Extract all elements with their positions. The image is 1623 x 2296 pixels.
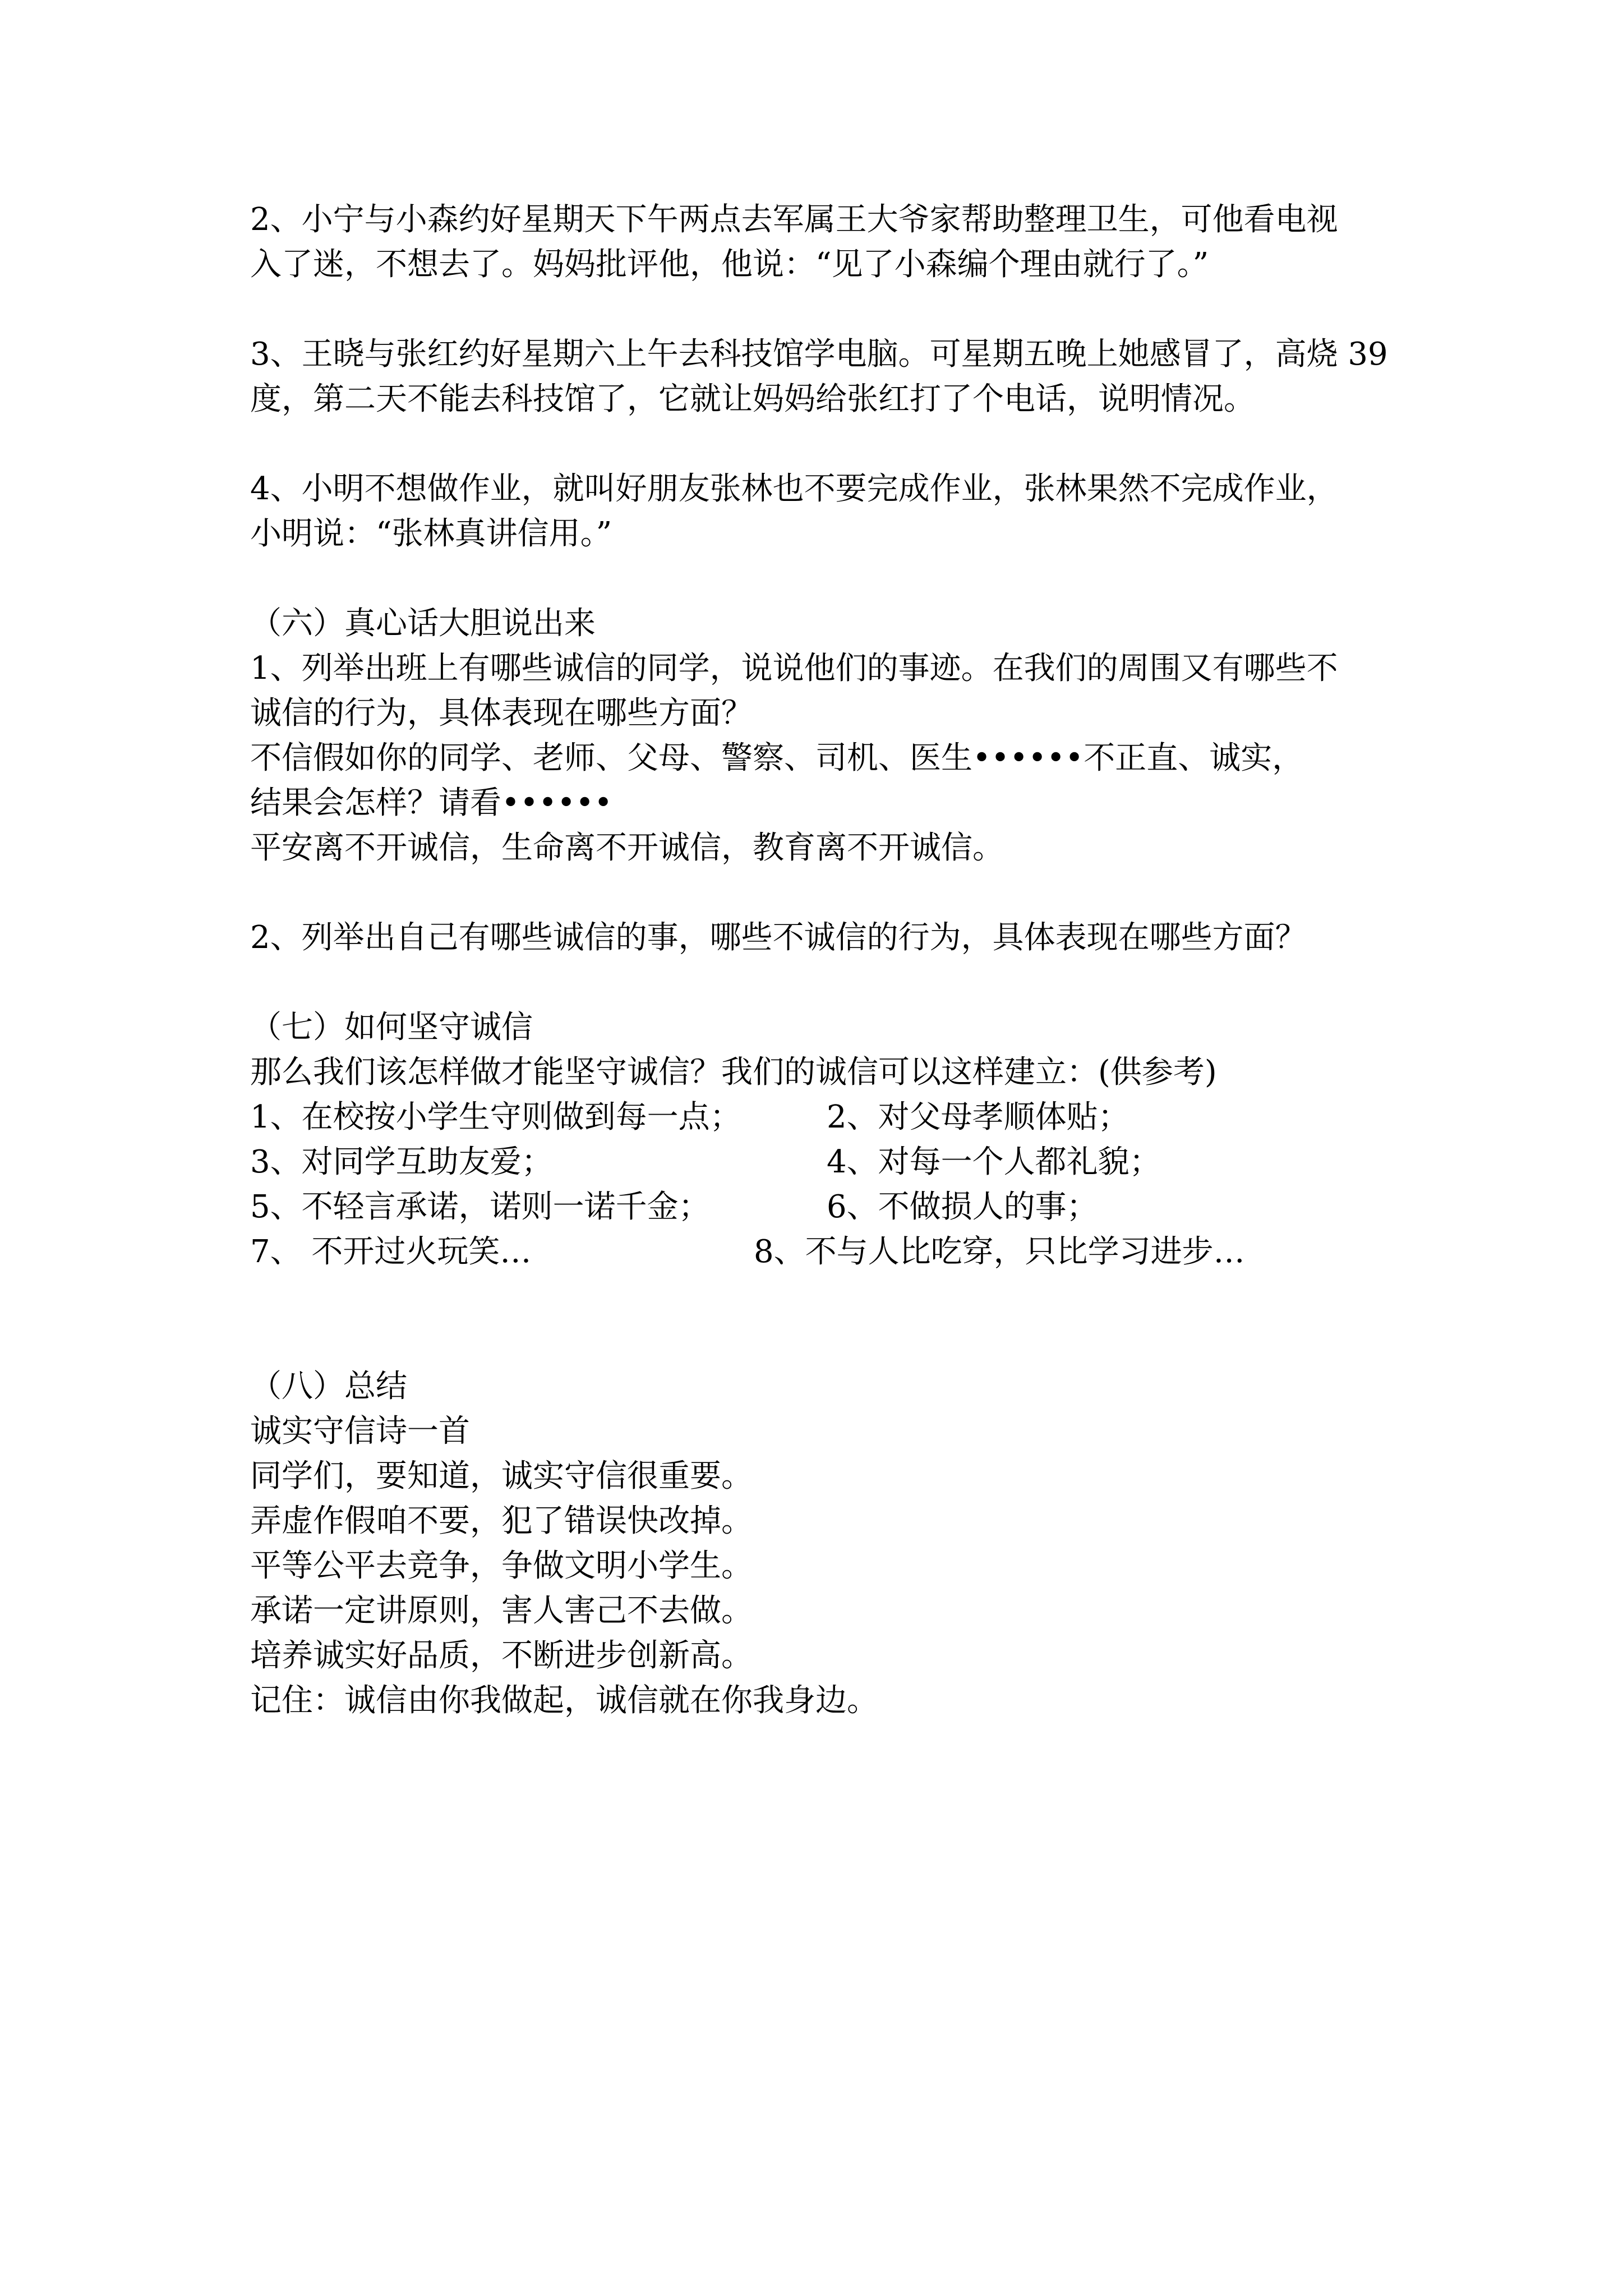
spacer xyxy=(250,422,1400,467)
spacer xyxy=(250,960,1400,1005)
item4-line1: 4、小明不想做作业，就叫好朋友张林也不要完成作业，张林果然不完成作业， xyxy=(250,471,1338,507)
tip-item: 7、 不开过火玩笑… xyxy=(250,1234,532,1270)
section6-heading: （六）真心话大胆说出来 xyxy=(250,605,596,642)
poem-line: 同学们，要知道，诚实守信很重要。 xyxy=(250,1458,753,1494)
poem-line: 平等公平去竞争，争做文明小学生。 xyxy=(250,1548,753,1584)
section6-line: 诚信的行为，具体表现在哪些方面？ xyxy=(250,695,753,731)
section6-item2: 2、列举出自己有哪些诚信的事，哪些不诚信的行为，具体表现在哪些方面？ xyxy=(250,919,1307,956)
item2-line2: 入了迷，不想去了。妈妈批评他，他说：“见了小森编个理由就行了。” xyxy=(250,246,1209,283)
tip-item: 3、对同学互助友爱； xyxy=(250,1144,553,1180)
item2-line1: 2、小宁与小森约好星期天下午两点去军属王大爷家帮助整理卫生，可他看电视 xyxy=(250,201,1338,238)
section6-line: 不信假如你的同学、老师、父母、警察、司机、医生••••••不正直、诚实， xyxy=(250,740,1304,776)
tips-row xyxy=(250,1140,1400,1185)
tips-row xyxy=(250,1095,1400,1140)
item3-line2: 度，第二天不能去科技馆了，它就让妈妈给张红打了个电话，说明情况。 xyxy=(250,381,1255,417)
tip-item: 8、不与人比吃穿，只比学习进步… xyxy=(754,1234,1245,1270)
section8-heading: （八）总结 xyxy=(250,1368,407,1405)
tips-row xyxy=(250,1185,1400,1230)
poem-line: 弄虚作假咱不要，犯了错误快改掉。 xyxy=(250,1503,753,1539)
document-body xyxy=(250,197,1400,1723)
poem-line: 承诺一定讲原则，害人害己不去做。 xyxy=(250,1593,753,1629)
item3-line1: 3、王晓与张红约好星期六上午去科技馆学电脑。可星期五晚上她感冒了，高烧 39 xyxy=(250,336,1388,372)
spacer xyxy=(250,871,1400,915)
tip-item: 6、不做损人的事； xyxy=(827,1189,1098,1225)
spacer xyxy=(250,1274,1400,1364)
section6-line: 1、列举出班上有哪些诚信的同学，说说他们的事迹。在我们的周围又有哪些不 xyxy=(250,650,1338,687)
section7-intro: 那么我们该怎样做才能坚守诚信？我们的诚信可以这样建立：(供参考) xyxy=(250,1054,1217,1091)
tip-item: 1、在校按小学生守则做到每一点； xyxy=(250,1099,741,1135)
tip-item: 4、对每一个人都礼貌； xyxy=(827,1144,1161,1180)
poem-title: 诚实守信诗一首 xyxy=(250,1413,470,1450)
section7-heading: （七）如何坚守诚信 xyxy=(250,1009,533,1046)
spacer xyxy=(250,556,1400,601)
tip-item: 5、不轻言承诺，诺则一诺千金； xyxy=(250,1189,710,1225)
poem-line: 记住：诚信由你我做起，诚信就在你我身边。 xyxy=(250,1682,878,1719)
spacer xyxy=(250,287,1400,332)
tip-item: 2、对父母孝顺体贴； xyxy=(827,1099,1129,1135)
section6-line: 平安离不开诚信，生命离不开诚信，教育离不开诚信。 xyxy=(250,830,1004,866)
item4-line2: 小明说：“张林真讲信用。” xyxy=(250,516,612,552)
poem-line: 培养诚实好品质，不断进步创新高。 xyxy=(250,1637,753,1674)
section6-line: 结果会怎样？请看•••••• xyxy=(250,785,613,821)
tips-row xyxy=(250,1230,1400,1274)
